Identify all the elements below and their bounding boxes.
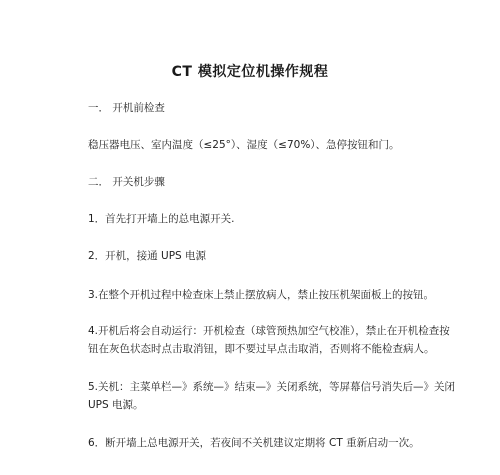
step-5: 5.关机：主菜单栏—》系统—》结束—》关闭系统，等屏幕信号消失后—》关闭 UPS 电源。 bbox=[88, 381, 456, 411]
step-2: 2．开机，接通 UPS 电源 bbox=[88, 250, 207, 262]
pre-check-items: 稳压器电压、室内温度（≤25°）、湿度（≤70%）、急停按钮和门。 bbox=[88, 139, 400, 151]
section-heading-pre-check: 一． 开机前检查 bbox=[88, 102, 165, 114]
section-heading-power-steps: 二． 开关机步骤 bbox=[88, 176, 165, 188]
step-3: 3.在整个开机过程中检查床上禁止摆放病人，禁止按压机架面板上的按钮。 bbox=[88, 289, 435, 301]
step-6: 6．断开墙上总电源开关，若夜间不关机建议定期将 CT 重新启动一次。 bbox=[88, 437, 420, 449]
step-4: 4.开机后将会自动运行：开机检查（球管预热加空气校准），禁止在开机检查按钮在灰色状态时点击取消钮，即不要过早点击取消，否则将不能检查病人。 bbox=[88, 325, 450, 355]
document-title: CT 模拟定位机操作规程 bbox=[171, 64, 329, 80]
step-1: 1．首先打开墙上的总电源开关. bbox=[88, 213, 235, 225]
